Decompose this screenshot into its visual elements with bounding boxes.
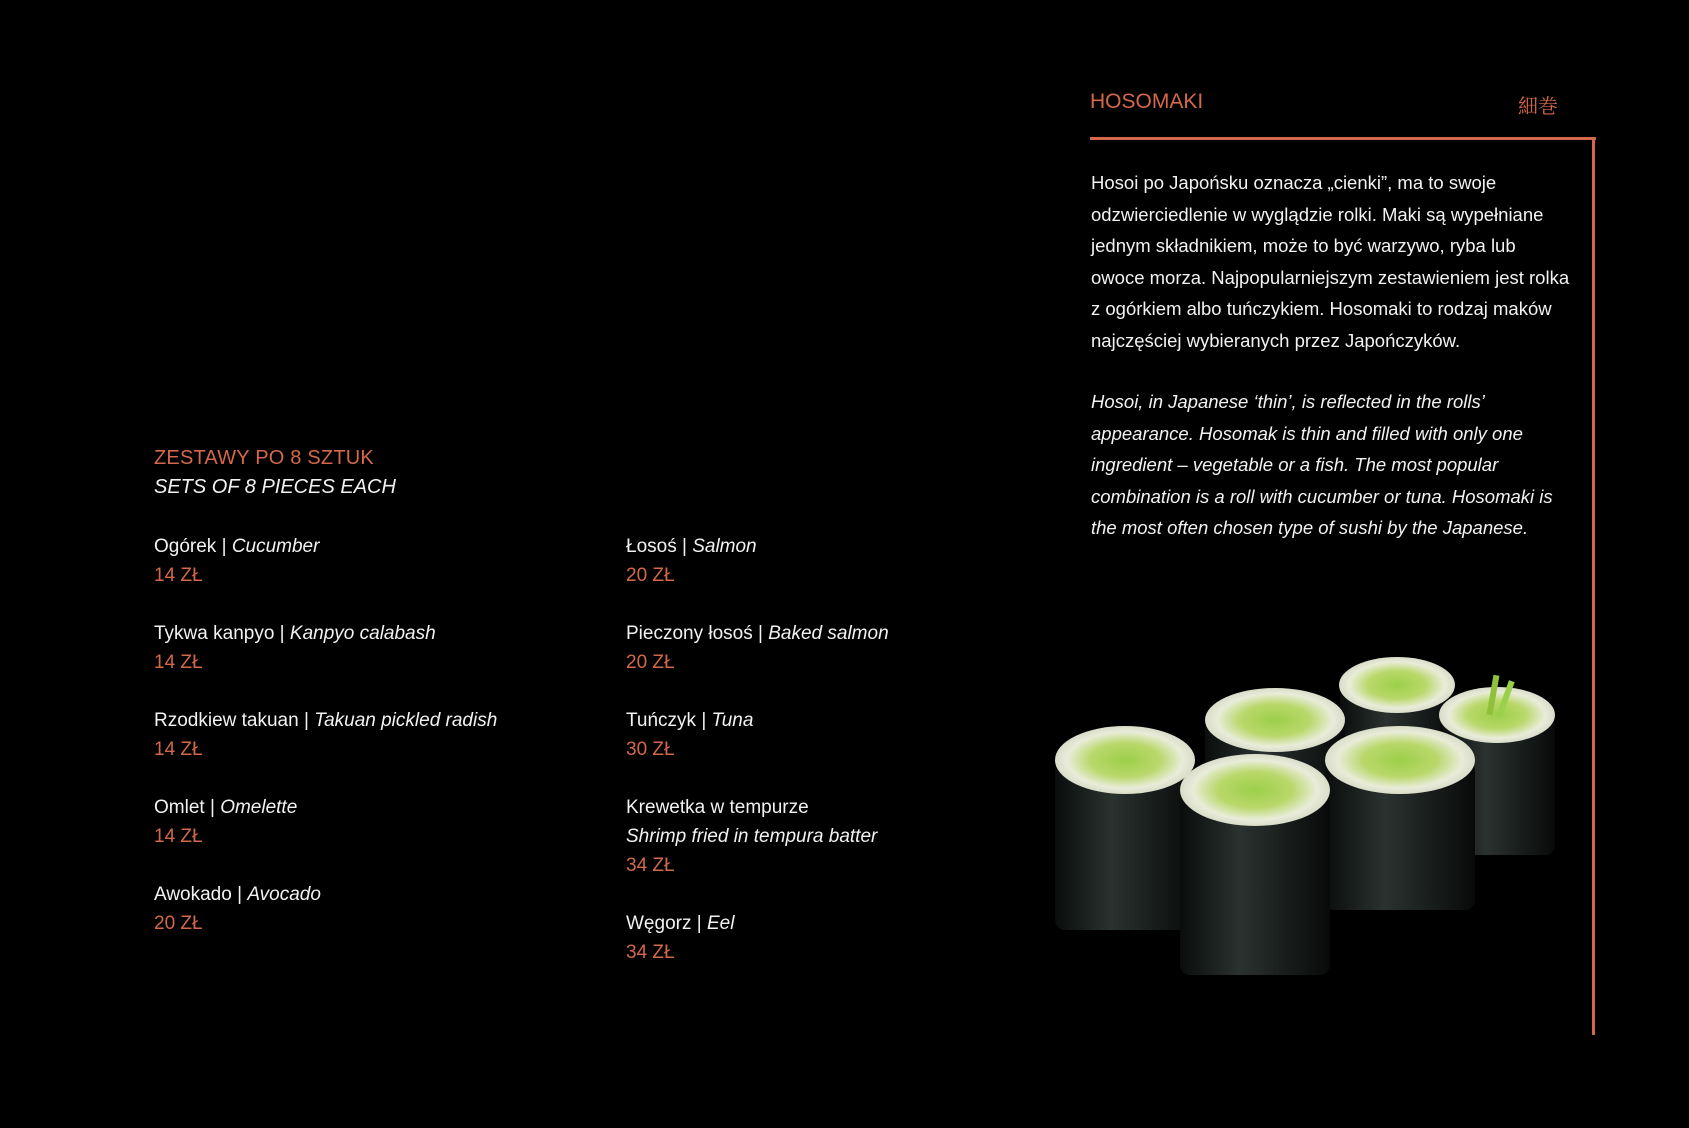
sushi-roll — [1180, 754, 1330, 975]
item-name-pl: Krewetka w tempurze — [626, 797, 809, 818]
item-name-pl: Rzodkiew takuan — [154, 710, 299, 731]
item-name-en: Eel — [706, 913, 735, 934]
item-name-en: Takuan pickled radish — [314, 710, 498, 731]
item-name: Łosoś | Salmon — [626, 536, 757, 557]
item-price: 34 ZŁ — [626, 942, 675, 963]
frame-right-border — [1592, 137, 1595, 1035]
frame-top-border — [1090, 137, 1596, 140]
menu-item — [626, 793, 889, 880]
item-name-en: Tuna — [711, 710, 754, 731]
description-english: Hosoi, in Japanese ‘thin’, is reflected in the rolls’ appearance. Hosomak is thin and filled with only one ingredient – vegetable or a fish. The most popular combination is a roll with cucumber or tuna. Hosomaki is the most often chosen type of sushi by the Japanese. — [1091, 391, 1553, 538]
section-kanji: 細巻 — [1518, 94, 1558, 118]
item-name-pl: Łosoś — [626, 536, 677, 557]
sets-title: ZESTAWY PO 8 SZTUK — [154, 447, 374, 469]
item-price: 34 ZŁ — [626, 855, 675, 876]
item-price: 14 ZŁ — [154, 739, 203, 760]
item-name: Ogórek | Cucumber — [154, 536, 320, 557]
sushi-roll — [1325, 726, 1475, 910]
item-price: 20 ZŁ — [626, 652, 675, 673]
item-name-en: Omelette — [220, 797, 298, 818]
item-name-en: Baked salmon — [768, 623, 889, 644]
item-name: Tuńczyk | Tuna — [626, 710, 754, 731]
menu-item — [626, 619, 889, 677]
menu-item — [154, 706, 497, 764]
sets-heading — [154, 444, 396, 502]
item-name: Tykwa kanpyo | Kanpyo calabash — [154, 623, 436, 644]
item-name-en: Shrimp fried in tempura batter — [626, 826, 878, 847]
menu-item — [154, 880, 497, 938]
item-name: Awokado | Avocado — [154, 884, 321, 905]
item-name-pl: Tykwa kanpyo — [154, 623, 275, 644]
item-name-en: Salmon — [692, 536, 757, 557]
item-price: 20 ZŁ — [626, 565, 675, 586]
item-name-en: Kanpyo calabash — [289, 623, 436, 644]
item-price: 14 ZŁ — [154, 652, 203, 673]
description-polish: Hosoi po Japońsku oznacza „cienki”, ma to swoje odzwierciedlenie w wyglądzie rolki. Maki są wypełniane jednym składnikiem, może to być warzywo, ryba lub owoce morza. Najpopularniejszym zestawieniem jest rolka z ogórkiem albo tuńczykiem. Hosomaki to rodzaj maków najczęściej wybieranych przez Japończyków. — [1091, 172, 1570, 351]
menu-item — [154, 532, 497, 590]
section-title: HOSOMAKI — [1090, 90, 1204, 113]
menu-item — [626, 706, 889, 764]
item-price: 30 ZŁ — [626, 739, 675, 760]
item-name-pl: Pieczony łosoś — [626, 623, 753, 644]
item-name-pl: Tuńczyk — [626, 710, 697, 731]
item-name-en: Cucumber — [231, 536, 320, 557]
hosomaki-photo — [1050, 640, 1570, 980]
menu-item — [154, 793, 497, 851]
menu-item — [626, 909, 889, 967]
item-name: Węgorz | Eel — [626, 913, 735, 934]
item-name-pl: Ogórek — [154, 536, 217, 557]
item-name-pl: Awokado — [154, 884, 232, 905]
menu-column-left — [154, 532, 497, 967]
item-name-pl: Omlet — [154, 797, 205, 818]
menu-item — [626, 532, 889, 590]
item-price: 14 ZŁ — [154, 565, 203, 586]
menu-item — [154, 619, 497, 677]
sushi-roll — [1055, 726, 1195, 930]
sets-subtitle: SETS OF 8 PIECES EACH — [154, 476, 396, 498]
item-price: 20 ZŁ — [154, 913, 203, 934]
item-price: 14 ZŁ — [154, 826, 203, 847]
item-name: Omlet | Omelette — [154, 797, 298, 818]
menu-column-right — [626, 532, 889, 996]
item-name: Rzodkiew takuan | Takuan pickled radish — [154, 710, 498, 731]
item-name-pl: Węgorz — [626, 913, 692, 934]
item-name-en: Avocado — [247, 884, 321, 905]
item-name: Pieczony łosoś | Baked salmon — [626, 623, 889, 644]
